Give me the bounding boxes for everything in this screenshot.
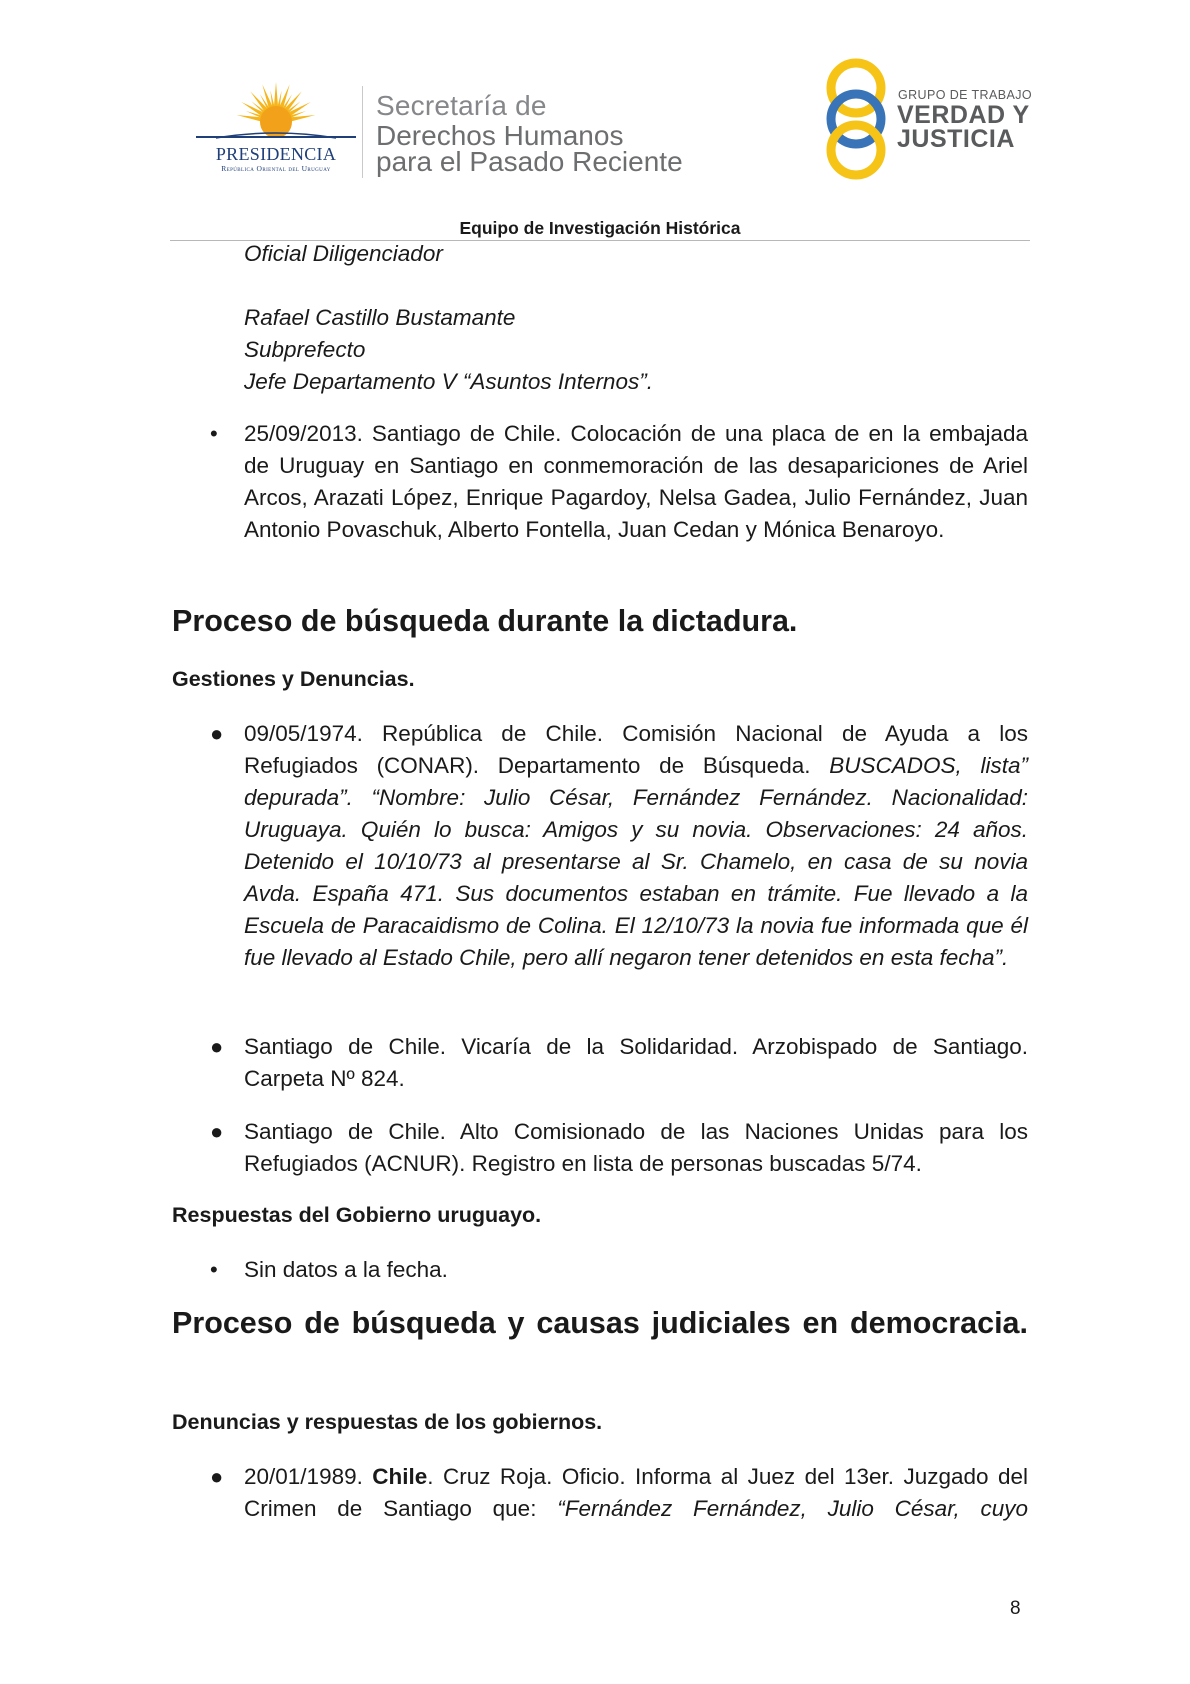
secretaria-line-2: Derechos Humanos [376,120,624,151]
grupo-trabajo-label: GRUPO DE TRABAJO [898,88,1032,102]
bullet-icon: ● [210,1464,224,1489]
page-number: 8 [1010,1598,1021,1619]
secretaria-line-3: para el Pasado Reciente [376,146,683,177]
list-item-1974 [244,718,1028,974]
signature-line-3: Subprefecto [244,337,366,362]
list-item-1989-text: . Cruz Roja. Oficio. Informa al Juez del 13er. Juzgado del Crimen de Santiago que: [244,1464,1028,1521]
list-item-acnur: Santiago de Chile. Alto Comisionado de las Naciones Unidas para los Refugiados (ACNUR). Registro en lista de personas buscadas 5/74. [244,1119,1028,1176]
logo-divider [362,86,363,178]
presidencia-name: PRESIDENCIA [215,144,337,164]
team-title: Equipo de Investigación Histórica [459,218,741,238]
signature-line-2: Rafael Castillo Bustamante [244,305,516,330]
list-item-1989-country: Chile [372,1464,428,1489]
secretaria-line-1: Secretaría de [376,90,547,121]
verdad-justicia-rings-logo [820,58,892,180]
verdad-label: VERDAD Y [897,101,1030,129]
list-item-1974-quote: BUSCADOS, lista” depurada”. “Nombre: Julio César, Fernández Fernández. Nacionalidad: Uruguaya. Quién lo busca: Amigos y su novia. Observaciones: 24 años. Detenido el 10/10/73 al presentarse al Sr. Chamelo, en casa de su novia Avda. España 471. Sus documentos estaban en trámite. Fue llevado a la Escuela de Paracaidismo de Colina. El 12/10/73 la novia fue informada que él fue llevado al Estado Chile, pero allí negaron tener detenidos en esta fecha”. [244,753,1028,970]
list-item-2013: 25/09/2013. Santiago de Chile. Colocación de una placa de en la embajada de Uruguay en Santiago en conmemoración de las desapariciones de Ariel Arcos, Arazati López, Enrique Pagardoy, Nelsa Gadea, Julio Fernández, Juan Antonio Povaschuk, Alberto Fontella, Juan Cedan y Mónica Benaroyo. [244,421,1028,542]
list-item-1974-text: 09/05/1974. República de Chile. Comisión Nacional de Ayuda a los Refugiados (CONAR). Departamento de Búsqueda. [244,721,1028,778]
section-heading-dictadura: Proceso de búsqueda durante la dictadura. [172,604,798,638]
list-item-vicaria: Santiago de Chile. Vicaría de la Solidaridad. Arzobispado de Santiago. Carpeta Nº 824. [244,1034,1028,1091]
section-heading-democracia: Proceso de búsqueda y causas judiciales en democracia. [172,1306,1028,1340]
justicia-label: JUSTICIA [897,125,1015,153]
bullet-icon: ● [210,1034,224,1059]
page-header [0,0,1190,250]
list-item-1989 [244,1461,1028,1525]
list-item-1989-date: 20/01/1989. [244,1464,373,1489]
subheading-gestiones: Gestiones y Denuncias. [172,667,415,691]
presidencia-subtitle: República Oriental del Uruguay [221,164,331,173]
list-item-1989-quote: “Fernández Fernández, Julio César, cuyo [557,1496,1028,1521]
signature-line-1: Oficial Diligenciador [244,241,443,266]
signature-line-4: Jefe Departamento V “Asuntos Internos”. [244,369,653,394]
list-item-sin-datos: Sin datos a la fecha. [244,1257,448,1282]
subheading-respuestas: Respuestas del Gobierno uruguayo. [172,1203,542,1227]
bullet-icon: ● [210,1119,224,1144]
bullet-icon: • [210,1257,218,1282]
subheading-denuncias: Denuncias y respuestas de los gobiernos. [172,1410,603,1434]
bullet-icon: ● [210,721,224,746]
bullet-icon: • [210,421,218,446]
